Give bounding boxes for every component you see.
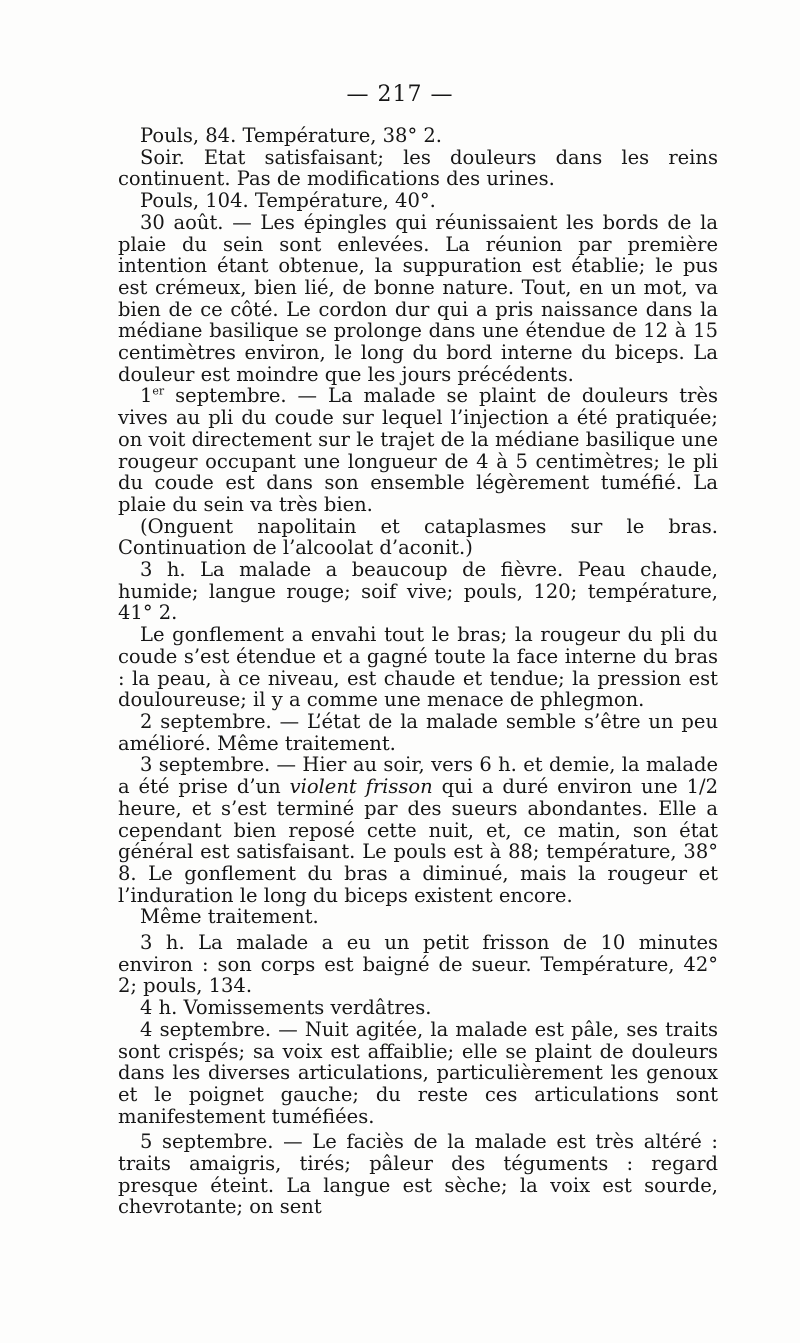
paragraph: 5 septembre. — Le faciès de la malade est très altéré : traits amaigris, tirés; pâleur des téguments : regard presque éteint. La langue est sèche; la voix est sourde, chevrotante; on sent: [118, 1130, 718, 1219]
paragraph-text: qui a duré environ une 1/2 heure, et s’est terminé par des sueurs abondantes. Elle a cependant bien reposé cette nuit, et, ce matin, son état général est satisfaisant. Le pouls est à 88; température, 38° 8. Le gonflement du bras a diminué, mais la rougeur et l’induration le long du biceps existent encore.: [118, 775, 718, 907]
paragraph: Même traitement.: [140, 905, 319, 929]
paragraph: 2 septembre. — L’état de la malade semble s’être un peu amélioré. Même traitement.: [118, 709, 718, 755]
paragraph: Pouls, 84. Température, 38° 2.: [140, 124, 442, 147]
paragraph: 4 septembre. — Nuit agitée, la malade est pâle, ses traits sont crispés; sa voix est affaiblie; elle se plaint de douleurs dans les diverses articulations, particulièrement les genoux et le poignet gauche; du reste ces articulations sont manifestement tuméfiées.: [118, 1017, 718, 1128]
paragraph: [118, 754, 718, 906]
italic-phrase: violent frisson: [289, 775, 433, 799]
paragraph: (Onguent napolitain et cataplasmes sur le bras. Continuation de l’alcoolat d’aconit.): [118, 514, 718, 560]
page-number: — 217 —: [346, 82, 454, 107]
paragraph-text: 3 septembre. — Hier au soir, vers 6 h. et demie, la malade a été prise d’un: [118, 753, 718, 799]
date-number: 1: [140, 384, 153, 408]
paragraph: 4 h. Vomissements verdâtres.: [140, 996, 432, 1020]
paragraph: 3 h. La malade a eu un petit frisson de 10 minutes environ : son corps est baigné de sueur. Température, 42° 2; pouls, 134.: [118, 931, 718, 998]
paragraph: 3 h. La malade a beaucoup de fièvre. Peau chaude, humide; langue rouge; soif vive; pouls, 120; température, 41° 2.: [118, 558, 718, 625]
paragraph: Pouls, 104. Température, 40°.: [140, 189, 436, 213]
paragraph: Le gonflement a envahi tout le bras; la rougeur du pli du coude s’est étendue et a gagné toute la face interne du bras : la peau, à ce niveau, est chaude et tendue; la pression est douloureuse; il y a comme une menace de phlegmon.: [118, 623, 718, 712]
ordinal-suffix: er: [152, 384, 165, 398]
paragraph: Soir. Etat satisfaisant; les douleurs dans les reins continuent. Pas de modifications des urines.: [118, 145, 718, 191]
paragraph: 30 août. — Les épingles qui réunissaient les bords de la plaie du sein sont enlevées. La réunion par première intention étant obtenue, la suppuration est établie; le pus est crémeux, bien lié, de bonne nature. Tout, en un mot, va bien de ce côté. Le cordon dur qui a pris naissance dans la médiane basilique se prolonge dans une étendue de 12 à 15 centimètres environ, le long du bord interne du biceps. La douleur est moindre que les jours précédents.: [118, 210, 718, 386]
paragraph-text: septembre. — La malade se plaint de douleurs très vives au pli du coude sur lequel l’injection a été pratiquée; on voit directement sur le trajet de la médiane basilique une rougeur occupant une longueur de 4 à 5 centimètres; le pli du coude est dans son ensemble légèrement tuméfié. La plaie du sein va très bien.: [118, 384, 718, 516]
body-text: [118, 125, 718, 1218]
paragraph: [118, 385, 718, 515]
